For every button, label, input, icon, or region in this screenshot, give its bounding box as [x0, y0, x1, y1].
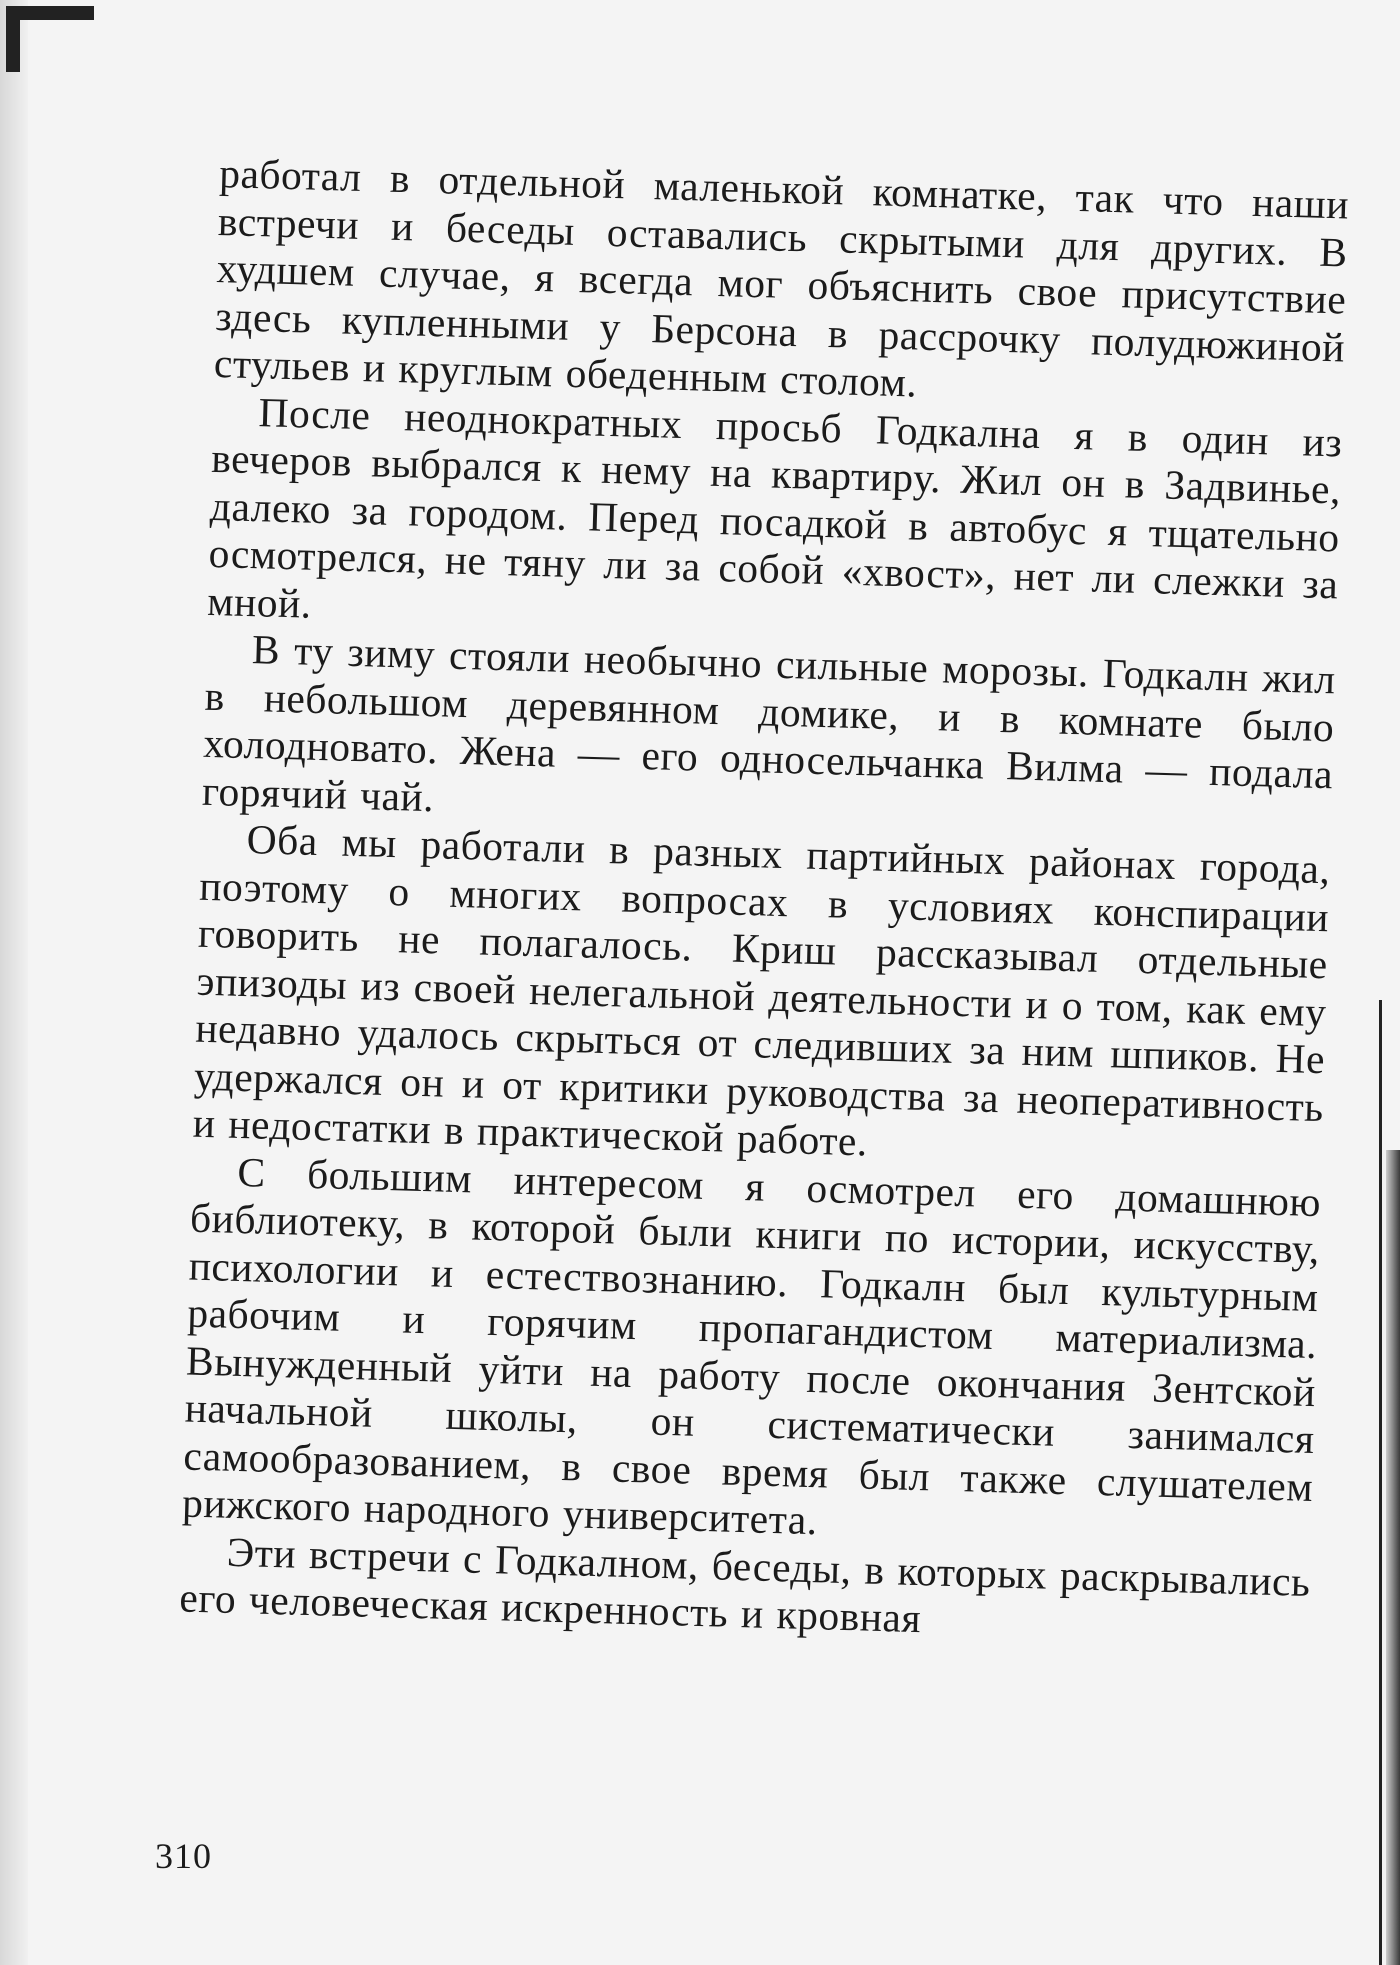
- paragraph-4: Оба мы работали в разных партийных районах города, поэтому о многих вопросах в условиях конспирации говорить не полагалось. Криш рассказывал отдельные эпизоды из своей нелегальной деятельности и о том, как ему недавно удалось скрыться от следивших за ним шпиков. Не удержался он и от критики руководства за неоперативность и недостатки в практической работе.: [192, 816, 1331, 1165]
- body-text: [179, 150, 1350, 1653]
- corner-mark-vertical: [6, 6, 20, 72]
- paragraph-6: Эти встречи с Годкалном, беседы, в которых раскрывались его человеческая искренность и кровная: [178, 1528, 1312, 1642]
- page-number: 310: [155, 1836, 212, 1876]
- paragraph-5: С большим интересом я осмотрел его домашнюю библиотеку, в которой были книги по истории, искусству, психологии и естествознанию. Годкалн был культурным рабочим и горячим пропагандистом материализма. Вынужденный уйти на работу после окончания Зентской начальной школы, он систематически занимался самообразованием, в свое время был также слушателем рижского народного университета.: [181, 1148, 1322, 1544]
- paragraph-3: В ту зиму стояли необычно сильные морозы. Годкалн жил в небольшом деревянном домике, и в комнате было холодновато. Жена — его односельчанка Вилма — подала горячий чай.: [201, 626, 1337, 820]
- paragraph-1: работал в отдельной маленькой комнатке, так что наши встречи и беседы оставались скрытыми для других. В худшем случае, я всегда мог объяснить свое присутствие здесь купленными у Берсона в рассрочку полудюжиной стульев и круглым обеденным столом.: [213, 150, 1350, 406]
- page-edge-line: [1379, 1000, 1382, 1965]
- paragraph-2: После неоднократных просьб Годкална я в один из вечеров выбрался к нему на квартиру. Жил он в Задвинье, далеко за городом. Перед посадкой в автобус я тщательно осмотрелся, не тяну ли за собой «хвост», нет ли слежки за мной.: [206, 388, 1343, 627]
- page-edge-shadow: [1386, 1150, 1400, 1965]
- binding-shadow: [0, 0, 28, 1965]
